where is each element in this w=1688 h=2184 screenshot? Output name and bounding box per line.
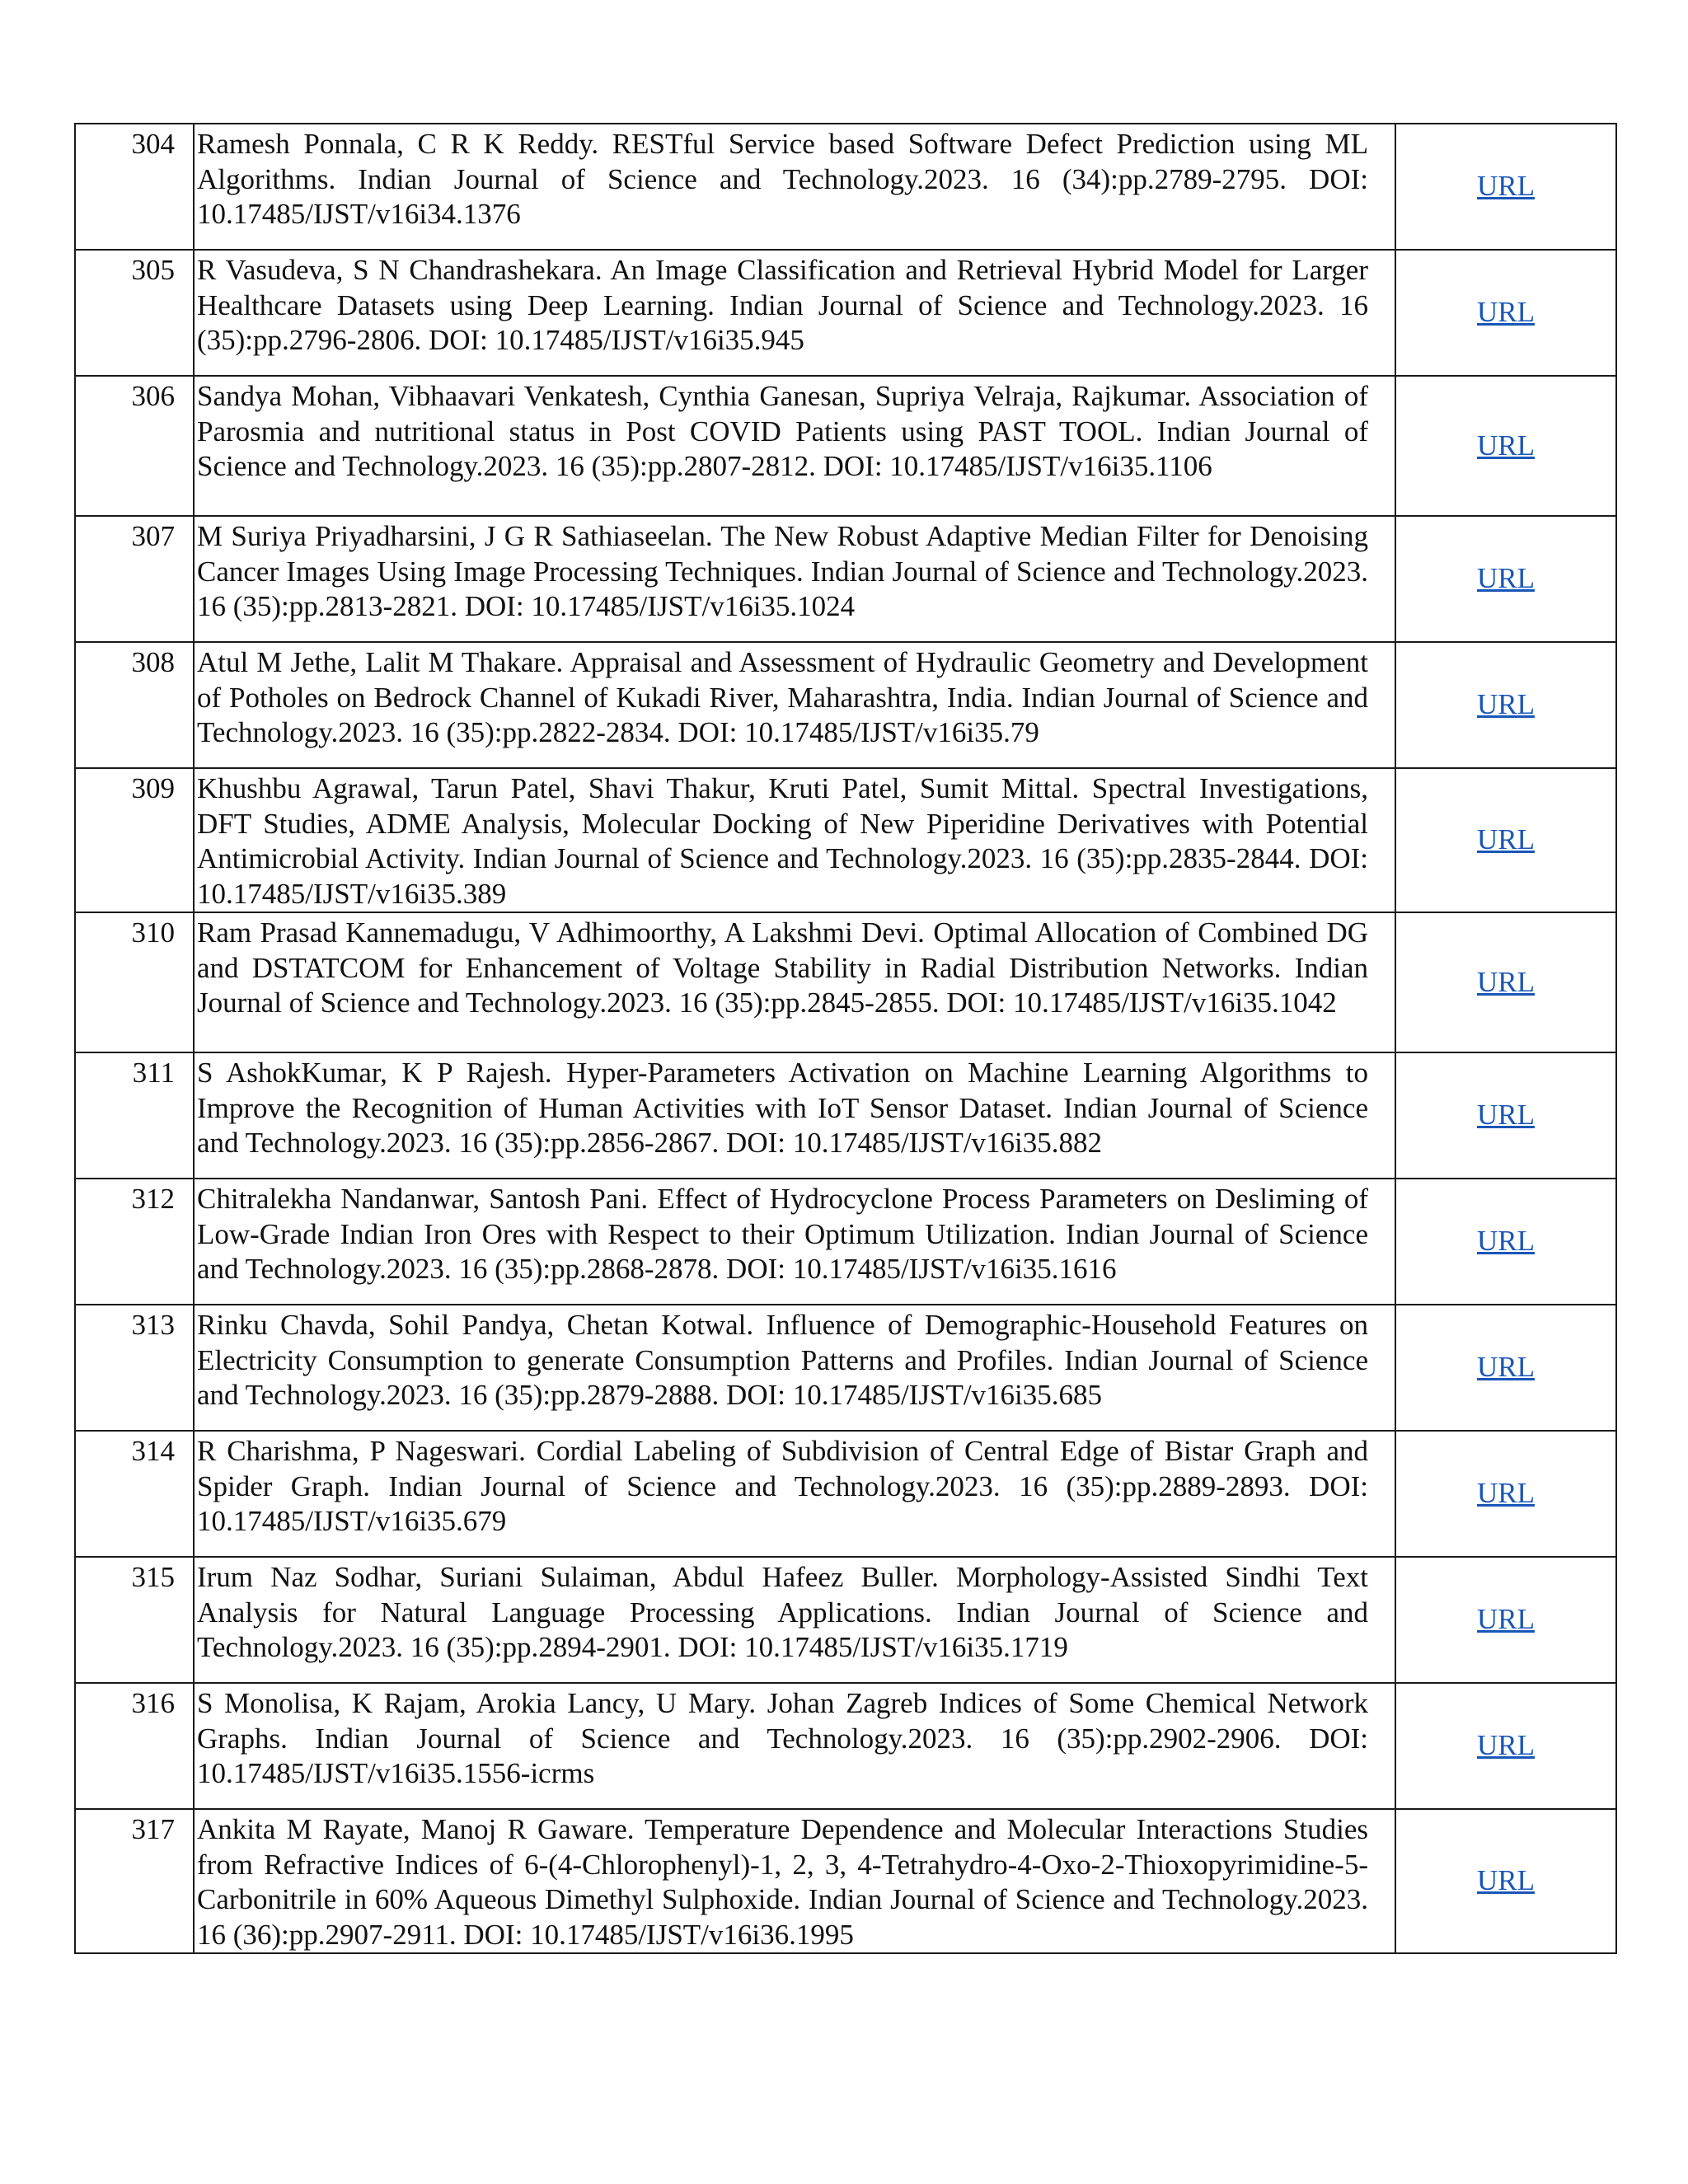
reference-citation: R Vasudeva, S N Chandrashekara. An Image Classification and Retrieval Hybrid Model for Larger Healthcare Datasets using Deep Learning. Indian Journal of Science and Technology.2023. 16 (35):pp.2796-2806. DOI: 10.17485/IJST/v16i35.945 (194, 250, 1395, 376)
reference-citation: Sandya Mohan, Vibhaavari Venkatesh, Cynthia Ganesan, Supriya Velraja, Rajkumar. Association of Parosmia and nutritional status in Post COVID Patients using PAST TOOL. Indian Journal of Science and Technology.2023. 16 (35):pp.2807-2812. DOI: 10.17485/IJST/v16i35.1106 (194, 376, 1395, 516)
reference-url-link[interactable]: URL (1477, 1099, 1535, 1132)
reference-citation: Chitralekha Nandanwar, Santosh Pani. Effect of Hydrocyclone Process Parameters on Desliming of Low-Grade Indian Iron Ores with Respect to their Optimum Utilization. Indian Journal of Science and Technology.2023. 16 (35):pp.2868-2878. DOI: 10.17485/IJST/v16i35.1616 (194, 1179, 1395, 1305)
reference-link-cell (1395, 1683, 1616, 1809)
reference-citation: R Charishma, P Nageswari. Cordial Labeling of Subdivision of Central Edge of Bistar Graph and Spider Graph. Indian Journal of Science and Technology.2023. 16 (35):pp.2889-2893. DOI: 10.17485/IJST/v16i35.679 (194, 1431, 1395, 1557)
reference-link-cell (1395, 1305, 1616, 1431)
references-table-body (75, 124, 1616, 1953)
reference-url-link[interactable]: URL (1477, 1351, 1535, 1384)
reference-number: 315 (75, 1557, 194, 1683)
table-row (75, 1052, 1616, 1179)
reference-number: 304 (75, 124, 194, 250)
reference-url-link[interactable]: URL (1477, 823, 1535, 856)
references-table (74, 123, 1617, 1954)
reference-number: 314 (75, 1431, 194, 1557)
reference-citation: Ankita M Rayate, Manoj R Gaware. Temperature Dependence and Molecular Interactions Studies from Refractive Indices of 6-(4-Chlorophenyl)-1, 2, 3, 4-Tetrahydro-4-Oxo-2-Thioxopyrimidine-5-Carbonitrile in 60% Aqueous Dimethyl Sulphoxide. Indian Journal of Science and Technology.2023. 16 (36):pp.2907-2911. DOI: 10.17485/IJST/v16i36.1995 (194, 1809, 1395, 1953)
reference-link-cell (1395, 250, 1616, 376)
reference-number: 316 (75, 1683, 194, 1809)
reference-citation: Khushbu Agrawal, Tarun Patel, Shavi Thakur, Kruti Patel, Sumit Mittal. Spectral Investigations, DFT Studies, ADME Analysis, Molecular Docking of New Piperidine Derivatives with Potential Antimicrobial Activity. Indian Journal of Science and Technology.2023. 16 (35):pp.2835-2844. DOI: 10.17485/IJST/v16i35.389 (194, 768, 1395, 912)
reference-citation: S AshokKumar, K P Rajesh. Hyper-Parameters Activation on Machine Learning Algorithms to Improve the Recognition of Human Activities with IoT Sensor Dataset. Indian Journal of Science and Technology.2023. 16 (35):pp.2856-2867. DOI: 10.17485/IJST/v16i35.882 (194, 1052, 1395, 1179)
reference-url-link[interactable]: URL (1477, 170, 1535, 203)
table-row (75, 912, 1616, 1052)
table-row (75, 1179, 1616, 1305)
table-row (75, 1683, 1616, 1809)
reference-link-cell (1395, 768, 1616, 912)
reference-citation: Rinku Chavda, Sohil Pandya, Chetan Kotwal. Influence of Demographic-Household Features on Electricity Consumption to generate Consumption Patterns and Profiles. Indian Journal of Science and Technology.2023. 16 (35):pp.2879-2888. DOI: 10.17485/IJST/v16i35.685 (194, 1305, 1395, 1431)
table-row (75, 1809, 1616, 1953)
reference-link-cell (1395, 1179, 1616, 1305)
reference-citation: Ramesh Ponnala, C R K Reddy. RESTful Service based Software Defect Prediction using ML Algorithms. Indian Journal of Science and Technology.2023. 16 (34):pp.2789-2795. DOI: 10.17485/IJST/v16i34.1376 (194, 124, 1395, 250)
reference-number: 310 (75, 912, 194, 1052)
reference-number: 312 (75, 1179, 194, 1305)
reference-link-cell (1395, 912, 1616, 1052)
reference-url-link[interactable]: URL (1477, 1477, 1535, 1510)
table-row (75, 376, 1616, 516)
reference-citation: S Monolisa, K Rajam, Arokia Lancy, U Mary. Johan Zagreb Indices of Some Chemical Network Graphs. Indian Journal of Science and Technology.2023. 16 (35):pp.2902-2906. DOI: 10.17485/IJST/v16i35.1556-icrms (194, 1683, 1395, 1809)
table-row (75, 1557, 1616, 1683)
reference-url-link[interactable]: URL (1477, 1225, 1535, 1258)
reference-link-cell (1395, 124, 1616, 250)
reference-number: 309 (75, 768, 194, 912)
reference-link-cell (1395, 642, 1616, 768)
reference-number: 305 (75, 250, 194, 376)
reference-url-link[interactable]: URL (1477, 688, 1535, 721)
table-row (75, 250, 1616, 376)
reference-link-cell (1395, 516, 1616, 642)
reference-url-link[interactable]: URL (1477, 429, 1535, 462)
reference-citation: Ram Prasad Kannemadugu, V Adhimoorthy, A Lakshmi Devi. Optimal Allocation of Combined DG and DSTATCOM for Enhancement of Voltage Stability in Radial Distribution Networks. Indian Journal of Science and Technology.2023. 16 (35):pp.2845-2855. DOI: 10.17485/IJST/v16i35.1042 (194, 912, 1395, 1052)
table-row (75, 516, 1616, 642)
reference-number: 308 (75, 642, 194, 768)
table-row (75, 124, 1616, 250)
reference-citation: Atul M Jethe, Lalit M Thakare. Appraisal and Assessment of Hydraulic Geometry and Development of Potholes on Bedrock Channel of Kukadi River, Maharashtra, India. Indian Journal of Science and Technology.2023. 16 (35):pp.2822-2834. DOI: 10.17485/IJST/v16i35.79 (194, 642, 1395, 768)
table-row (75, 1431, 1616, 1557)
table-row (75, 1305, 1616, 1431)
reference-url-link[interactable]: URL (1477, 965, 1535, 998)
reference-link-cell (1395, 1557, 1616, 1683)
table-row (75, 642, 1616, 768)
reference-url-link[interactable]: URL (1477, 296, 1535, 329)
reference-url-link[interactable]: URL (1477, 1864, 1535, 1897)
reference-link-cell (1395, 1809, 1616, 1953)
reference-url-link[interactable]: URL (1477, 562, 1535, 595)
reference-url-link[interactable]: URL (1477, 1729, 1535, 1762)
reference-citation: M Suriya Priyadharsini, J G R Sathiaseelan. The New Robust Adaptive Median Filter for Denoising Cancer Images Using Image Processing Techniques. Indian Journal of Science and Technology.2023. 16 (35):pp.2813-2821. DOI: 10.17485/IJST/v16i35.1024 (194, 516, 1395, 642)
reference-url-link[interactable]: URL (1477, 1603, 1535, 1636)
reference-number: 317 (75, 1809, 194, 1953)
table-row (75, 768, 1616, 912)
reference-number: 306 (75, 376, 194, 516)
reference-number: 307 (75, 516, 194, 642)
reference-link-cell (1395, 1431, 1616, 1557)
reference-link-cell (1395, 376, 1616, 516)
reference-citation: Irum Naz Sodhar, Suriani Sulaiman, Abdul Hafeez Buller. Morphology-Assisted Sindhi Text Analysis for Natural Language Processing Applications. Indian Journal of Science and Technology.2023. 16 (35):pp.2894-2901. DOI: 10.17485/IJST/v16i35.1719 (194, 1557, 1395, 1683)
reference-link-cell (1395, 1052, 1616, 1179)
reference-number: 311 (75, 1052, 194, 1179)
reference-number: 313 (75, 1305, 194, 1431)
